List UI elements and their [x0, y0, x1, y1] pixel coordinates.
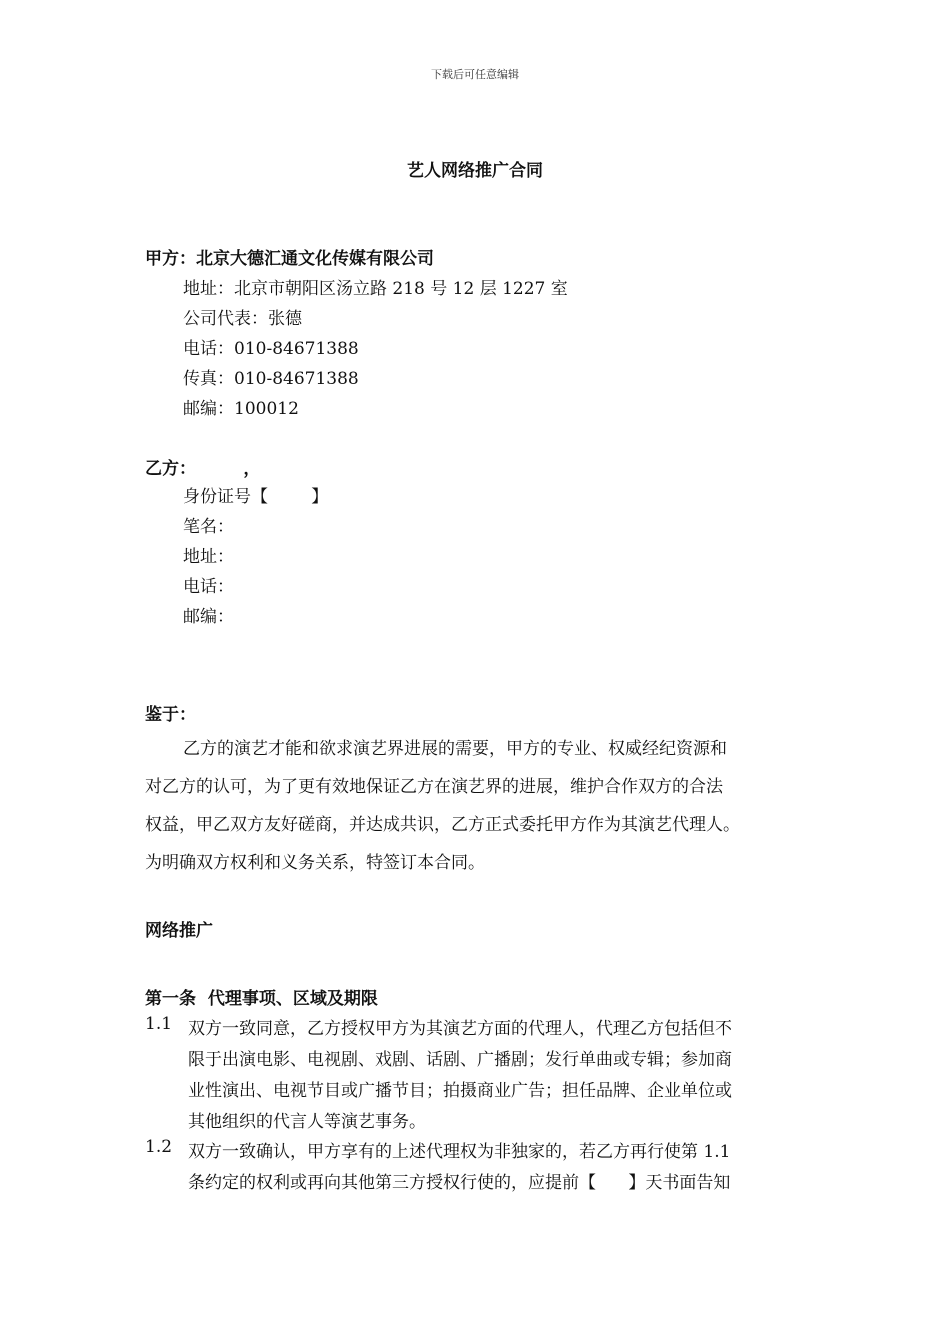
clause-number: 1.1	[145, 1014, 173, 1034]
header-note: 下载后可任意编辑	[431, 68, 519, 81]
clause-line: 双方一致确认，甲方享有的上述代理权为非独家的，若乙方再行使第 1.1	[188, 1142, 731, 1162]
whereas-line: 为明确双方权利和义务关系，特签订本合同。	[145, 853, 485, 873]
party-a-fax: 传真：010-84671388	[183, 369, 359, 389]
party-a-postcode: 邮编：100012	[183, 399, 299, 419]
party-b-id-number: 身份证号【 】	[183, 487, 329, 507]
party-b-heading: 乙方： ，	[145, 459, 261, 479]
clause-line: 双方一致同意，乙方授权甲方为其演艺方面的代理人，代理乙方包括但不	[188, 1019, 732, 1039]
clause-line: 业性演出、电视节目或广播节目；拍摄商业广告；担任品牌、企业单位或	[188, 1081, 732, 1101]
whereas-line: 对乙方的认可，为了更有效地保证乙方在演艺界的进展，维护合作双方的合法	[145, 777, 723, 797]
whereas-line: 乙方的演艺才能和欲求演艺界进展的需要，甲方的专业、权威经纪资源和	[183, 739, 727, 759]
party-b-pen-name: 笔名：	[183, 517, 234, 537]
whereas-line: 权益，甲乙双方友好磋商，并达成共识，乙方正式委托甲方作为其演艺代理人。	[145, 815, 740, 835]
whereas-heading: 鉴于：	[145, 705, 196, 725]
article-1-heading: 第一条 代理事项、区域及期限	[145, 989, 378, 1009]
clause-line: 条约定的权利或再向其他第三方授权行使的，应提前【 】天书面告知	[188, 1173, 731, 1193]
party-a-address: 地址：北京市朝阳区汤立路 218 号 12 层 1227 室	[183, 279, 568, 299]
clause-line: 限于出演电影、电视剧、戏剧、话剧、广播剧；发行单曲或专辑；参加商	[188, 1050, 732, 1070]
party-b-phone: 电话：	[183, 577, 234, 597]
document-title: 艺人网络推广合同	[407, 161, 543, 181]
party-a-representative: 公司代表：张德	[183, 309, 302, 329]
section-title: 网络推广	[145, 921, 213, 941]
party-b-postcode: 邮编：	[183, 607, 234, 627]
clause-number: 1.2	[145, 1137, 173, 1157]
party-b-address: 地址：	[183, 547, 234, 567]
clause-line: 其他组织的代言人等演艺事务。	[188, 1112, 426, 1132]
party-a-phone: 电话：010-84671388	[183, 339, 359, 359]
party-a-heading: 甲方：北京大德汇通文化传媒有限公司	[145, 249, 434, 269]
